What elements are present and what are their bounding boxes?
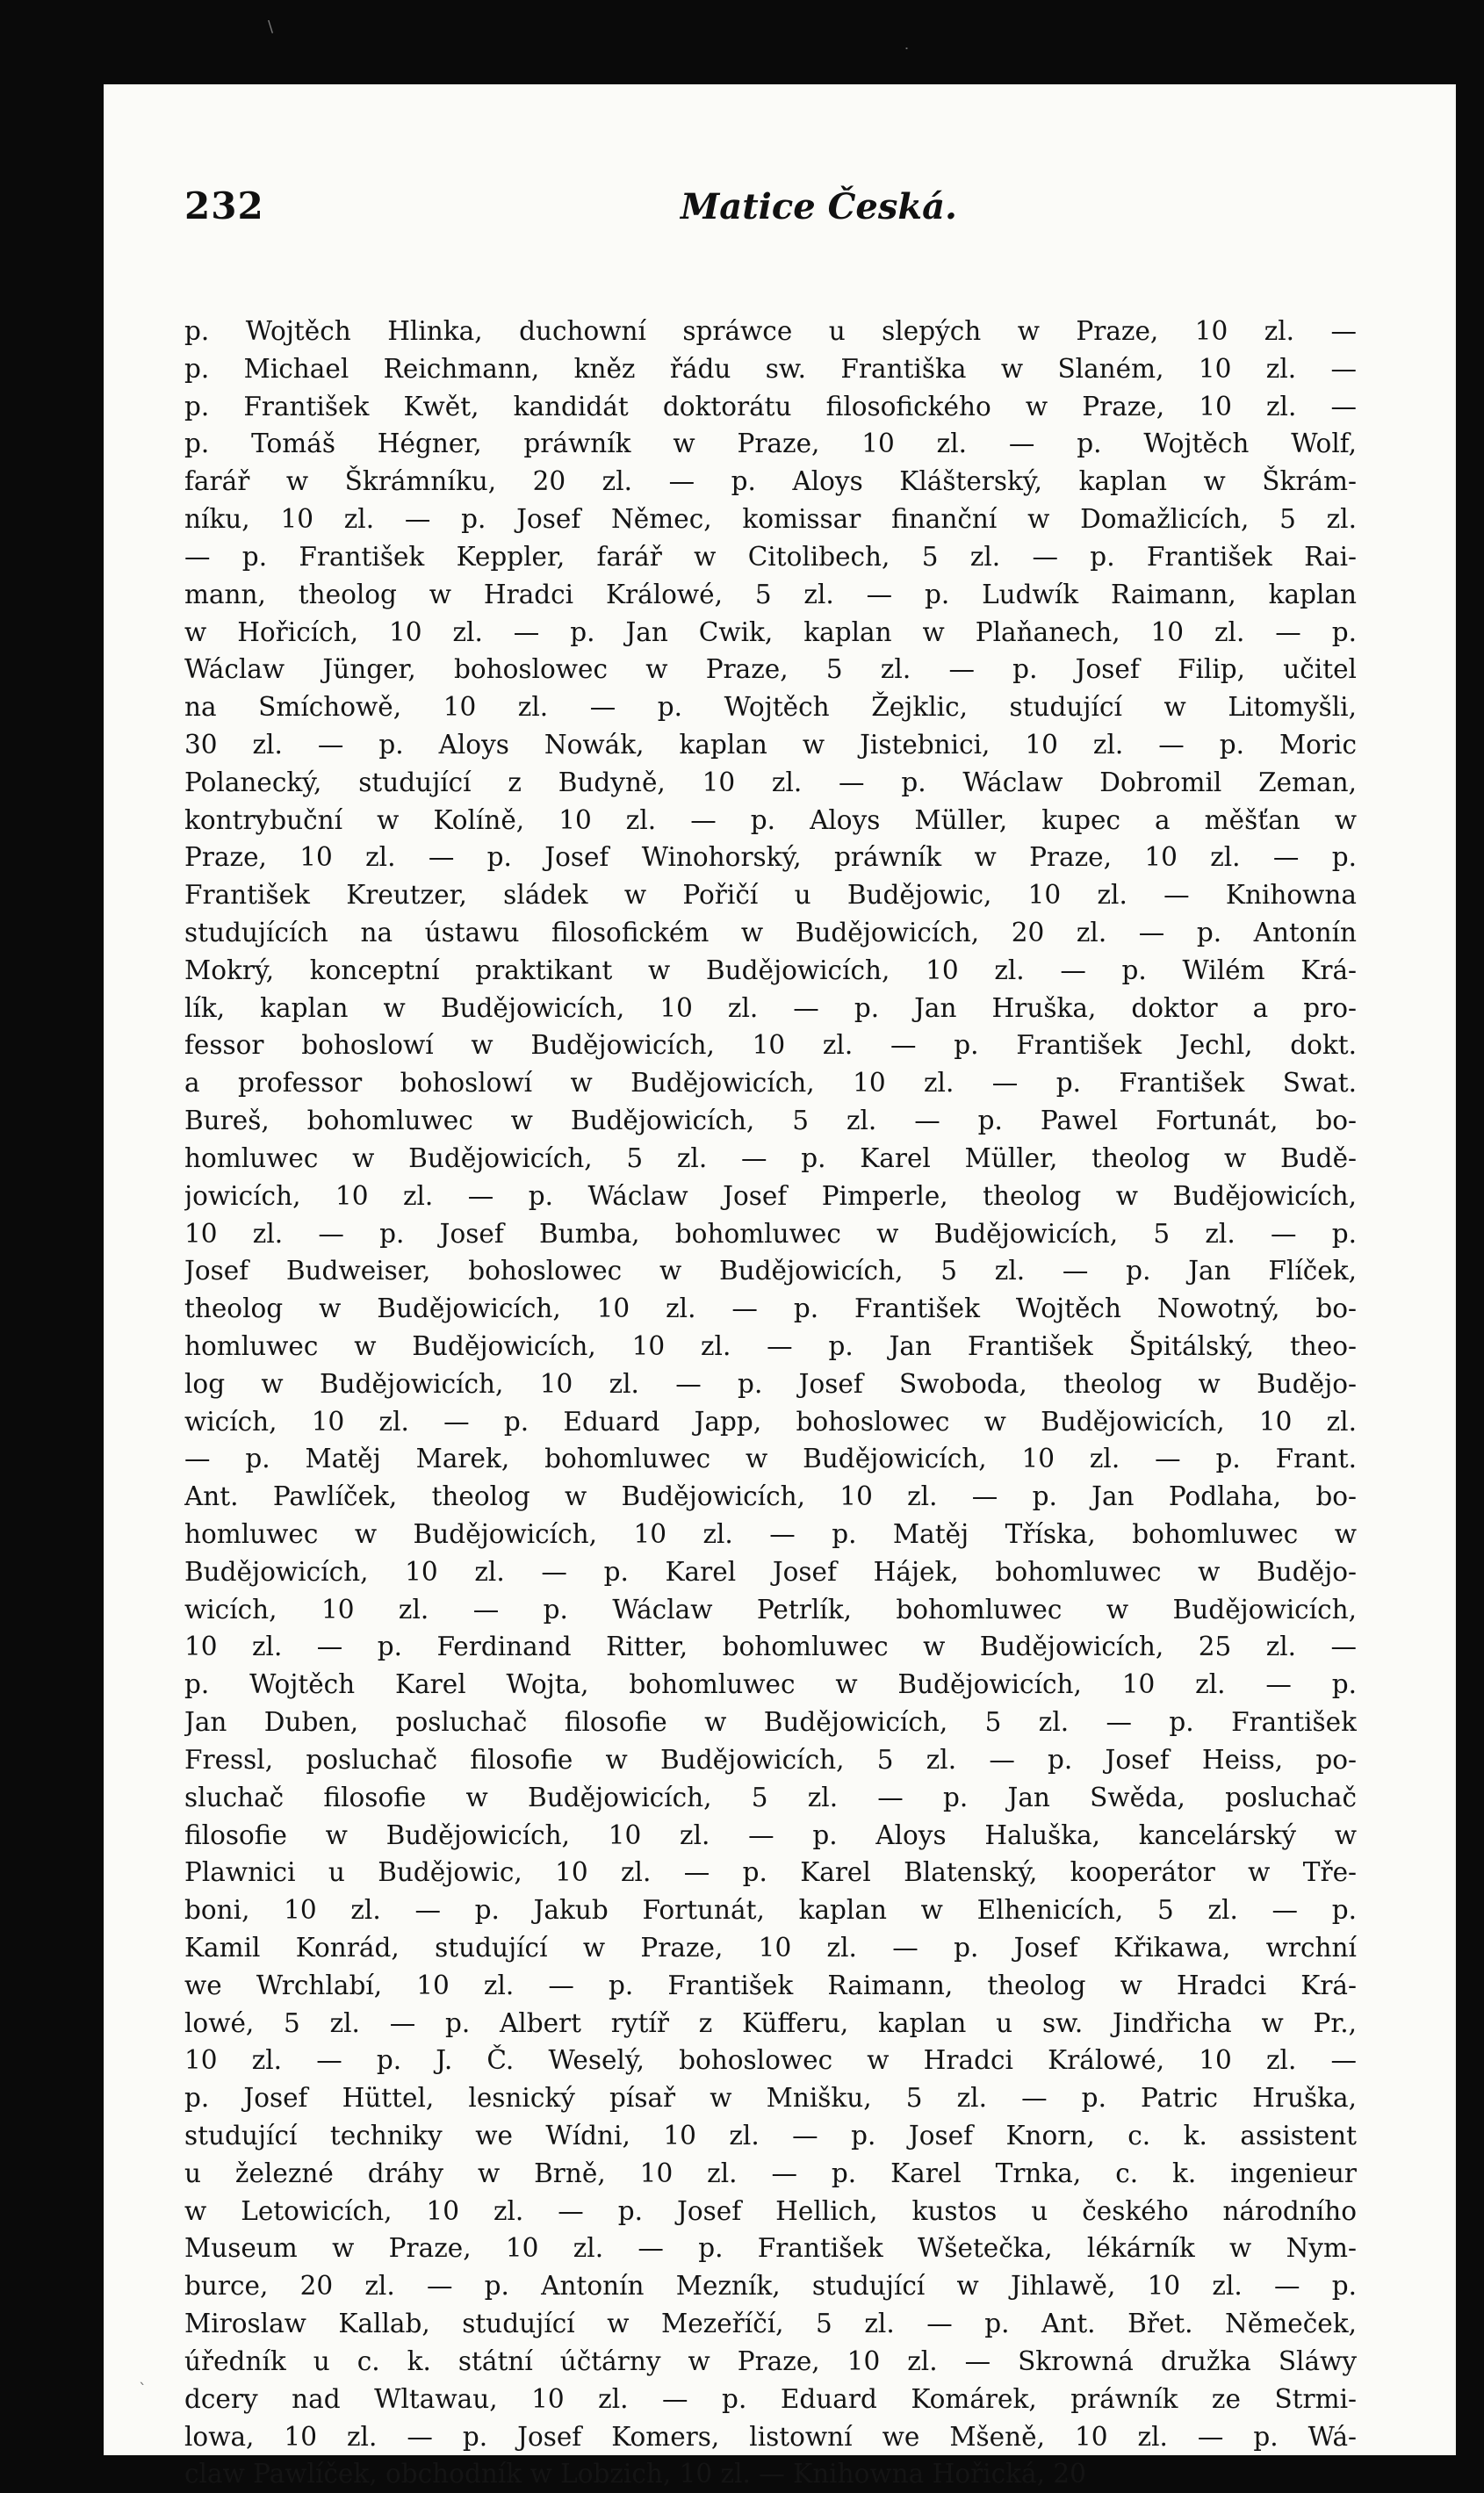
text-line: homluwec w Budějowicích, 10 zl. — p. Jan František Špitálský, theo- [184, 1330, 1357, 1361]
text-line: fessor bohoslowí w Budějowicích, 10 zl. — p. František Jechl, dokt. [184, 1030, 1357, 1061]
text-line: kontrybuční w Kolíně, 10 zl. — p. Aloys Müller, kupec a měšťan w [184, 804, 1357, 835]
text-line: 10 zl. — p. Ferdinand Ritter, bohomluwec w Budějowicích, 25 zl. — [184, 1632, 1357, 1662]
text-line: Budějowicích, 10 zl. — p. Karel Josef Hájek, bohomluwec w Budějo- [184, 1556, 1357, 1587]
subscriber-list-text [184, 313, 1357, 2493]
text-line: František Kreutzer, sládek w Pořičí u Budějowic, 10 zl. — Knihowna [184, 880, 1357, 911]
text-line: na Smíchowě, 10 zl. — p. Wojtěch Žejklic, studující w Litomyšli, [184, 692, 1357, 723]
text-line: Plawnici u Budějowic, 10 zl. — p. Karel Blatenský, kooperátor w Tře- [184, 1857, 1357, 1888]
text-line: Fressl, posluchač filosofie w Budějowicích, 5 zl. — p. Josef Heiss, po- [184, 1744, 1357, 1775]
text-line: níku, 10 zl. — p. Josef Němec, komissar finanční w Domažlicích, 5 zl. [184, 504, 1357, 535]
text-line: farář w Škrámníku, 20 zl. — p. Aloys Klášterský, kaplan w Škrám- [184, 466, 1357, 497]
text-line: Miroslaw Kallab, studující w Mezeříčí, 5 zl. — p. Ant. Břet. Němeček, [184, 2309, 1357, 2339]
text-line: u železné dráhy w Brně, 10 zl. — p. Karel Trnka, c. k. ingenieur [184, 2158, 1357, 2188]
text-line: a professor bohoslowí w Budějowicích, 10 zl. — p. František Swat. [184, 1068, 1357, 1099]
text-line: 10 zl. — p. Josef Bumba, bohomluwec w Budějowicích, 5 zl. — p. [184, 1218, 1357, 1249]
text-line: lík, kaplan w Budějowicích, 10 zl. — p. Jan Hruška, doktor a pro- [184, 992, 1357, 1023]
text-line: wicích, 10 zl. — p. Wáclaw Petrlík, bohomluwec w Budějowicích, [184, 1594, 1357, 1625]
text-line: 10 zl. — p. J. Č. Weselý, bohoslowec w Hradci Králowé, 10 zl. — [184, 2045, 1357, 2076]
text-line: — p. Matěj Marek, bohomluwec w Budějowicích, 10 zl. — p. Frant. [184, 1444, 1357, 1474]
text-line: theolog w Budějowicích, 10 zl. — p. František Wojtěch Nowotný, bo- [184, 1293, 1357, 1324]
text-line: dcery nad Wltawau, 10 zl. — p. Eduard Komárek, práwník ze Strmi- [184, 2383, 1357, 2414]
text-line: boni, 10 zl. — p. Jakub Fortunát, kaplan w Elhenicích, 5 zl. — p. [184, 1895, 1357, 1926]
top-left-scan-mark: \ [268, 18, 274, 36]
text-line: we Wrchlabí, 10 zl. — p. František Raimann, theolog w Hradci Krá- [184, 1970, 1357, 2000]
text-line: p. Josef Hüttel, lesnický písař w Mnišku, 5 zl. — p. Patric Hruška, [184, 2083, 1357, 2114]
page-number: 232 [184, 184, 264, 227]
text-line: homluwec w Budějowicích, 10 zl. — p. Matěj Tříska, bohomluwec w [184, 1519, 1357, 1549]
text-line: homluwec w Budějowicích, 5 zl. — p. Karel Müller, theolog w Budě- [184, 1142, 1357, 1173]
text-line: lowa, 10 zl. — p. Josef Komers, listowní we Mšeně, 10 zl. — p. Wá- [184, 2421, 1357, 2452]
book-page [104, 84, 1456, 2489]
top-right-scan-mark: ˙ [903, 46, 911, 64]
text-line: Josef Budweiser, bohoslowec w Budějowicích, 5 zl. — p. Jan Flíček, [184, 1256, 1357, 1286]
page-header [184, 184, 1344, 228]
text-line: burce, 20 zl. — p. Antonín Mezník, studující w Jihlawě, 10 zl. — p. [184, 2271, 1357, 2302]
text-line: Bureš, bohomluwec w Budějowicích, 5 zl. — p. Pawel Fortunát, bo- [184, 1106, 1357, 1136]
text-line: studující techniky we Wídni, 10 zl. — p. Josef Knorn, c. k. assistent [184, 2121, 1357, 2151]
text-line: mann, theolog w Hradci Králowé, 5 zl. — p. Ludwík Raimann, kaplan [184, 579, 1357, 609]
text-line: wicích, 10 zl. — p. Eduard Japp, bohoslowec w Budějowicích, 10 zl. [184, 1406, 1357, 1437]
bottom-left-scan-mark: ` [139, 2381, 147, 2399]
text-line: log w Budějowicích, 10 zl. — p. Josef Swoboda, theolog w Budějo- [184, 1368, 1357, 1399]
text-line: filosofie w Budějowicích, 10 zl. — p. Aloys Haluška, kancelárský w [184, 1819, 1357, 1850]
text-line: w Letowicích, 10 zl. — p. Josef Hellich, kustos u českého národního [184, 2195, 1357, 2226]
text-line: p. Michael Reichmann, kněz řádu sw. Františka w Slaném, 10 zl. — [184, 353, 1357, 384]
text-line: p. Tomáš Hégner, práwník w Praze, 10 zl. — p. Wojtěch Wolf, [184, 429, 1357, 459]
text-line: p. František Kwět, kandidát doktorátu filosofického w Praze, 10 zl. — [184, 391, 1357, 422]
text-line: p. Wojtěch Hlinka, duchowní spráwce u slepých w Praze, 10 zl. — [184, 316, 1357, 346]
text-line: Kamil Konrád, studující w Praze, 10 zl. — p. Josef Křikawa, wrchní [184, 1932, 1357, 1963]
text-line: jowicích, 10 zl. — p. Wáclaw Josef Pimperle, theolog w Budějowicích, [184, 1180, 1357, 1211]
text-line: Mokrý, konceptní praktikant w Budějowicích, 10 zl. — p. Wilém Krá- [184, 955, 1357, 985]
text-line: w Hořicích, 10 zl. — p. Jan Cwik, kaplan w Plaňanech, 10 zl. — p. [184, 616, 1357, 647]
text-line: Wáclaw Jünger, bohoslowec w Praze, 5 zl. — p. Josef Filip, učitel [184, 654, 1357, 685]
text-line: úředník u c. k. státní účtárny w Praze, 10 zl. — Skrowná družka Sláwy [184, 2345, 1357, 2376]
text-line: Jan Duben, posluchač filosofie w Budějowicích, 5 zl. — p. František [184, 1707, 1357, 1738]
running-title: Matice Česká. [681, 186, 957, 227]
text-line: Museum w Praze, 10 zl. — p. František Wšetečka, lékárník w Nym- [184, 2233, 1357, 2264]
text-line: 30 zl. — p. Aloys Nowák, kaplan w Jistebnici, 10 zl. — p. Moric [184, 729, 1357, 760]
text-line: lowé, 5 zl. — p. Albert rytíř z Küfferu, kaplan u sw. Jindřicha w Pr., [184, 2007, 1357, 2038]
text-line: Ant. Pawlíček, theolog w Budějowicích, 10 zl. — p. Jan Podlaha, bo- [184, 1481, 1357, 1512]
text-line: p. Wojtěch Karel Wojta, bohomluwec w Budějowicích, 10 zl. — p. [184, 1669, 1357, 1700]
text-line: — p. František Keppler, farář w Citolibech, 5 zl. — p. František Rai- [184, 541, 1357, 572]
text-line: studujících na ústawu filosofickém w Budějowicích, 20 zl. — p. Antonín [184, 918, 1357, 947]
text-line: sluchač filosofie w Budějowicích, 5 zl. — p. Jan Swěda, posluchač [184, 1782, 1357, 1812]
text-line: Praze, 10 zl. — p. Josef Winohorský, práwník w Praze, 10 zl. — p. [184, 842, 1357, 873]
text-line: claw Pawlíček, obchodník w Lobzich, 10 zl. — Knihowna Hořická, 20 [184, 2459, 1086, 2489]
text-line: Polanecký, studující z Budyně, 10 zl. — p. Wáclaw Dobromil Zeman, [184, 767, 1357, 797]
